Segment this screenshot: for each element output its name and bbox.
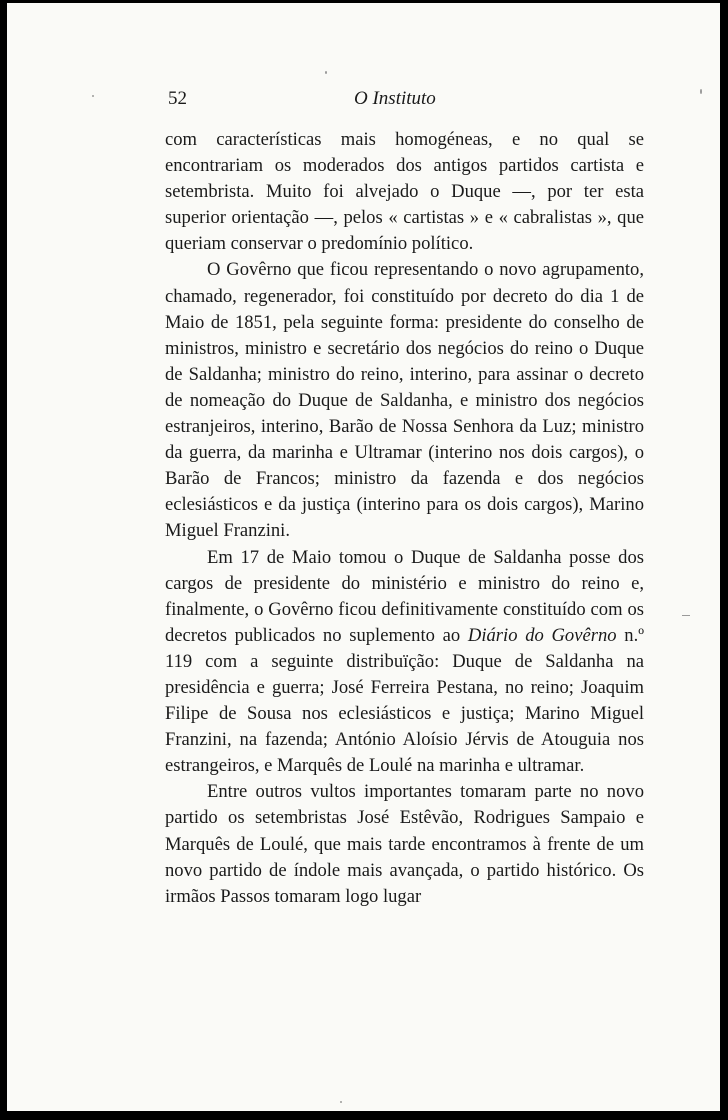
book-page xyxy=(7,3,720,1111)
text-run: n.º 119 com a seguinte distribuïção: Duque de Saldanha na presidência e guerra; José Ferreira Pestana, no reino; Joaquim Filipe de Sousa nos eclesiásticos e justiça; Marino Miguel Franzini, na fazenda; António Aloísio Jérvis de Atouguia nos estrangeiros, e Marquês de Loulé na marinha e ultramar. xyxy=(165,624,644,777)
paragraph xyxy=(165,257,644,544)
paragraph xyxy=(165,779,644,909)
text-run: Em 17 de Maio tomou o Duque de Saldanha posse dos cargos de presidente do ministério e ministro do reino e, finalmente, o Govêrno ficou definitivamente constituído com os decretos publicados no suplemento ao xyxy=(165,546,644,646)
running-title: O Instituto xyxy=(354,88,436,109)
paper-speck xyxy=(325,71,327,74)
newspaper-title: Diário do Govêrno xyxy=(467,624,617,646)
paper-speck xyxy=(340,1101,342,1103)
text-run: com características mais homogéneas, e no qual se encontrariam os moderados dos antigos partidos cartista e setembrista. Muito foi alvejado o Duque —, por ter esta superior orientação —, pelos « cartistas » e « cabralistas », que queriam conservar o predomínio político. xyxy=(165,129,644,255)
page-header xyxy=(7,88,720,118)
body-text xyxy=(165,127,644,910)
paragraph xyxy=(165,545,644,780)
text-run: Entre outros vultos importantes tomaram parte no novo partido os setembristas José Estêvão, Rodrigues Sampaio e Marquês de Loulé, que mais tarde encontramos à frente de um novo partido de índole mais avançada, o partido histórico. Os irmãos Passos tomaram logo lugar xyxy=(165,781,644,907)
paper-speck xyxy=(682,615,690,616)
text-run: O Govêrno que ficou representando o novo agrupamento, chamado, regenerador, foi constituído por decreto do dia 1 de Maio de 1851, pela seguinte forma: presidente do conselho de ministros, ministro e secretário dos negócios do reino o Duque de Saldanha; ministro do reino, interino, para assinar o decreto de nomeação do Duque de Saldanha, e ministro dos negócios estranjeiros, interino, Barão de Nossa Senhora da Luz; ministro da guerra, da marinha e Ultramar (interino nos dois cargos), o Barão de Francos; ministro da fazenda e dos negócios eclesiásticos e da justiça (interino para os dois cargos), Marino Miguel Franzini. xyxy=(165,259,644,542)
paragraph xyxy=(165,127,644,257)
page-number: 52 xyxy=(168,88,187,109)
